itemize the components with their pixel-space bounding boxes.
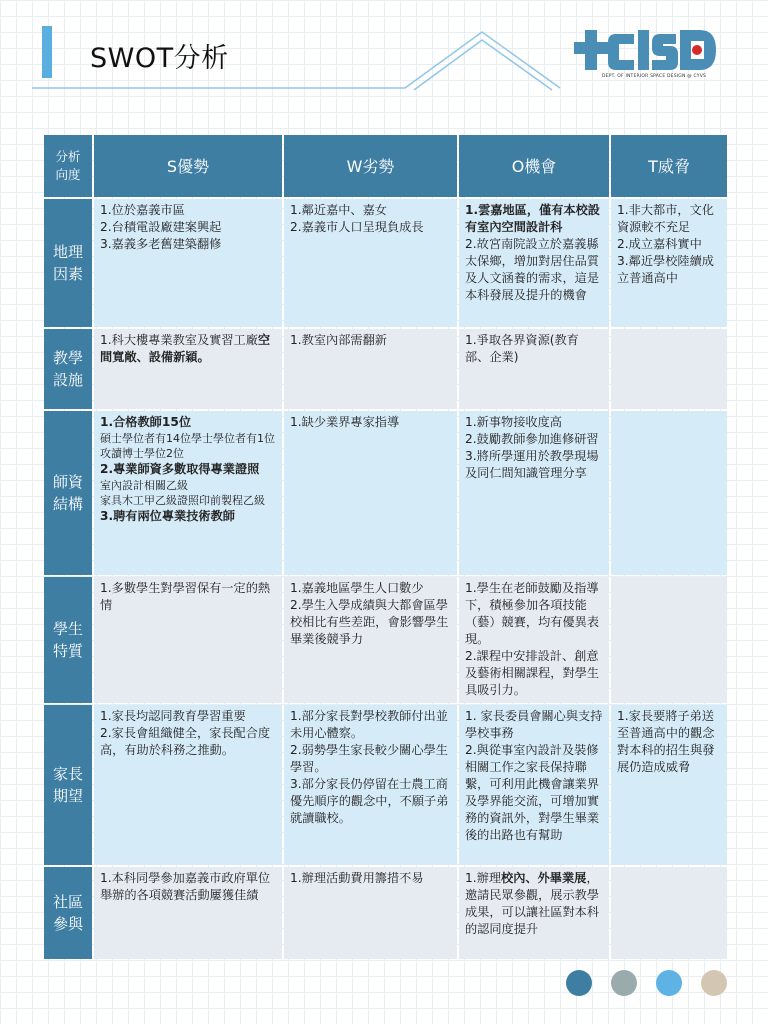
footer-dot [656,970,682,996]
header-corner: 分析向度 [44,135,92,197]
cell-text: 2.課程中安排設計、創意及藝術相關課程，對學生具吸引力。 [465,649,600,697]
cell-text: 2.與從事室內設計及裝修相關工作之家長保持聯繫，可利用此機會讓業界及學界能交流，可增加實務的資訊外，對學生畢業後的出路也有幫助 [465,743,600,842]
row-header: 教學設施 [44,329,92,409]
row-header: 地理因素 [44,199,92,327]
cell-text: 3.聘有兩位專業技術教師 [100,509,235,523]
cell-text: 2.鼓勵教師參加進修研習 [465,432,599,446]
footer-dot [701,970,727,996]
weaknesses-cell [284,577,457,703]
opportunities-cell [459,705,609,865]
cell-text: 3.鄰近學校陸續成立普通高中 [617,254,714,285]
table-row [44,705,727,865]
strengths-cell [94,199,282,327]
cell-text: 1.合格教師15位 [100,415,192,429]
weaknesses-cell [284,705,457,865]
threats-cell [611,199,727,327]
dept-logo [572,22,722,78]
weaknesses-cell [284,199,457,327]
header-weaknesses: W劣勢 [284,135,457,197]
opportunities-cell [459,329,609,409]
threats-cell [611,577,727,703]
cell-text: 1.科大樓專業教室及實習工廠空間寬敞、設備新穎。 [100,333,271,364]
cell-text: 1.新事物接收度高 [465,415,562,429]
cell-text: 1.教室內部需翻新 [290,333,387,347]
cell-text: 攻讀博士學位2位 [100,447,184,460]
header-opportunities: O機會 [459,135,609,197]
cell-text: 室內設計相關乙級 [100,479,188,492]
table-row [44,867,727,959]
swot-table [42,133,729,961]
table-row [44,329,727,409]
cell-text: 1.雲嘉地區，僅有本校設有室內空間設計科 [465,203,600,234]
cell-text: 1.多數學生對學習保有一定的熱情 [100,581,271,612]
page-title: SWOT分析 [90,43,229,74]
cell-text: 2.成立嘉科實中 [617,237,702,251]
cell-text: 1.非大都市，文化資源較不充足 [617,203,714,234]
cell-text: 1.本科同學參加嘉義市政府單位舉辦的各項競賽活動屢獲佳績 [100,871,271,902]
table-row [44,199,727,327]
cell-text: 3.嘉義多老舊建築翻修 [100,237,222,251]
row-header: 社區參與 [44,867,92,959]
cell-text: 2.家長會組織健全，家長配合度高，有助於科務之推動。 [100,726,271,757]
cell-text: 2.學生入學成績與大都會區學校相比有些差距，會影響學生畢業後競爭力 [290,598,449,646]
row-header: 學生特質 [44,577,92,703]
cell-text: 3.將所學運用於教學現場及同仁間知識管理分享 [465,449,599,480]
cell-text: 2.專業師資多數取得專業證照 [100,462,260,476]
cell-text: 1.位於嘉義市區 [100,203,185,217]
weaknesses-cell [284,411,457,575]
cell-text: 1.嘉義地區學生人口數少 [290,581,424,595]
cell-text: 3.部分家長仍停留在士農工商優先順序的觀念中，不願子弟就讀職校。 [290,777,449,825]
cell-text: 1.爭取各界資源(教育部、企業) [465,333,579,364]
table-row [44,411,727,575]
cell-text: 2.弱勢學生家長較少關心學生學習。 [290,743,448,774]
threats-cell [611,411,727,575]
header-threats: T威脅 [611,135,727,197]
cell-text: 1.家長均認同教育學習重要 [100,709,246,723]
row-header: 師資結構 [44,411,92,575]
opportunities-cell [459,577,609,703]
opportunities-cell [459,411,609,575]
logo-subtitle: DEPT. OF INTERIOR SPACE DESIGN @ CYVS [602,74,707,79]
cell-text: 1.部分家長對學校教師付出並未用心體察。 [290,709,448,740]
cell-text: 1.缺少業界專家指導 [290,415,400,429]
footer-dot [611,970,637,996]
cell-text: 1. 家長委員會關心與支持學校事務 [465,709,603,740]
cell-text: 1.學生在老師鼓勵及指導下，積極參加各項技能（藝）競賽，均有優異表現。 [465,581,600,646]
cell-text: 2.嘉義市人口呈現負成長 [290,220,424,234]
cell-text: 1.鄰近嘉中、嘉女 [290,203,387,217]
threats-cell [611,705,727,865]
strengths-cell [94,329,282,409]
opportunities-cell [459,867,609,959]
cell-text: 2.故宮南院設立於嘉義縣太保鄉，增加對居住品質及人文涵養的需求，這是本科發展及提升的機會 [465,237,600,302]
cell-text: 1.辦理校內、外畢業展，邀請民眾參觀，展示教學成果，可以讓社區對本科的認同度提升 [465,871,600,936]
threats-cell [611,329,727,409]
cell-text: 2.台積電設廠建案興起 [100,220,222,234]
cell-text: 家具木工甲乙級證照印前製程乙級 [100,494,265,507]
strengths-cell [94,705,282,865]
footer-dot [566,970,592,996]
opportunities-cell [459,199,609,327]
header-strengths: S優勢 [94,135,282,197]
cell-text: 1.辦理活動費用籌措不易 [290,871,424,885]
cell-text: 碩士學位者有14位學士學位者有1位 [100,432,275,445]
cell-text: 1.家長要將子弟送至普通高中的觀念對本科的招生與發展仍造成威脅 [617,709,715,774]
strengths-cell [94,577,282,703]
table-row [44,577,727,703]
row-header: 家長期望 [44,705,92,865]
threats-cell [611,867,727,959]
weaknesses-cell [284,329,457,409]
weaknesses-cell [284,867,457,959]
strengths-cell [94,867,282,959]
strengths-cell [94,411,282,575]
